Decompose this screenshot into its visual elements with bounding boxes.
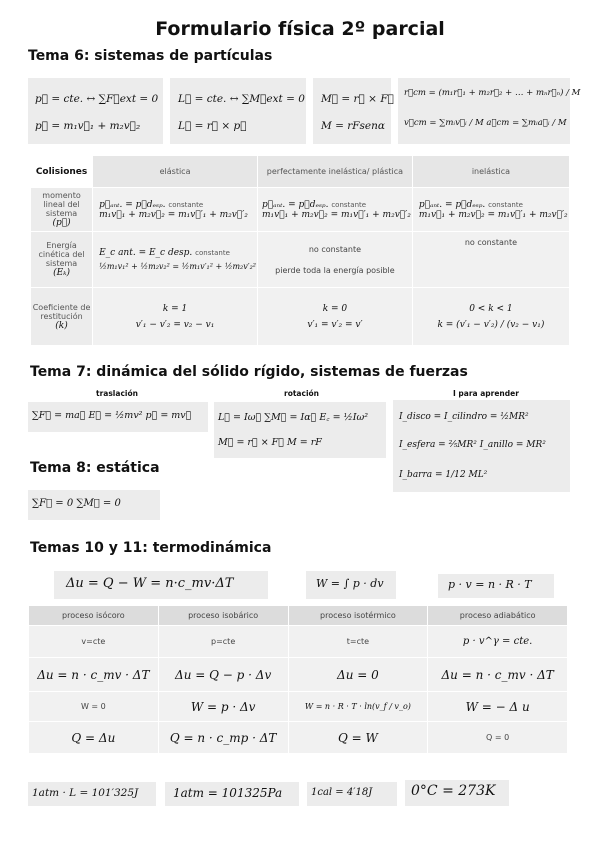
table-row: [31, 188, 570, 232]
table-cell: W = p · Δv: [158, 692, 288, 722]
unit-atm-litre: 1atm · L = 101′325J: [32, 787, 139, 799]
table-row: [29, 722, 568, 754]
table-cell: W = − Δ u: [428, 692, 568, 722]
unit-celsius: 0°C = 273K: [411, 783, 496, 799]
first-law-box: [54, 571, 268, 599]
collisions-header-row: [31, 156, 570, 188]
estatica-eq: ∑F⃗ = 0 ∑M⃗ = 0: [32, 498, 121, 509]
plastic-header: perfectamente inelástica/ plástica: [258, 156, 413, 188]
inercia-box: [393, 400, 570, 492]
inelastic-restitution-cell: 0 < k < 1 k = (v′₁ − v′₂) / (v₂ − v₁): [412, 288, 569, 346]
rotacion-label: rotación: [284, 389, 320, 398]
torque-box: [313, 78, 394, 144]
table-row: [29, 626, 568, 658]
elastic-energy-cell: E_c ant. = E_c desp. constante ½m₁v₁² + ½m₂v₂² = ½m₁v′₁² + ½m₂v′₂²: [93, 232, 258, 288]
isocoro-header: proceso isócoro: [29, 606, 159, 626]
inercia-label: I para aprender: [453, 389, 519, 398]
table-cell: W = 0: [29, 692, 159, 722]
collisions-header: Colisiones: [31, 156, 93, 188]
ideal-gas-box: [438, 574, 554, 598]
thermo-table: [28, 605, 568, 754]
angular-eq-2: L⃗ = r⃗ × p⃗: [178, 120, 247, 132]
table-cell: p=cte: [158, 626, 288, 658]
table-cell: Q = 0: [428, 722, 568, 754]
angular-momentum-box: [170, 78, 306, 144]
tema6-heading: Tema 6: sistemas de partículas: [28, 48, 273, 64]
momentum-eq-2: p⃗ = m₁v⃗₁ + m₂v⃗₂: [35, 120, 141, 132]
isobarico-header: proceso isobárico: [158, 606, 288, 626]
table-row: [29, 658, 568, 692]
thermo-header-row: [29, 606, 568, 626]
momentum-row-label: momento lineal del sistema (p⃗): [31, 188, 93, 232]
unit-atm-pa: 1atm = 101325Pa: [173, 786, 283, 800]
table-row: [31, 288, 570, 346]
inelastic-momentum-cell: p⃗ₐₙₜ. = p⃗dₑₛₚ. constante m₁v⃗₁ + m₂v⃗₂ = m₁v⃗′₁ + m₂v⃗′₂: [412, 188, 569, 232]
table-row: [29, 692, 568, 722]
table-row: [31, 232, 570, 288]
unit-box-4: [405, 780, 509, 806]
inelastic-header: inelástica: [412, 156, 569, 188]
table-cell: W = n · R · T · ln(v_f / v_o): [288, 692, 428, 722]
elastic-header: elástica: [93, 156, 258, 188]
estatica-box: [28, 490, 160, 520]
restitution-row-label: Coeficiente de restitución (k): [31, 288, 93, 346]
first-law-eq: Δu = Q − W = n·c_mv·ΔT: [66, 576, 234, 591]
table-cell: Q = Δu: [29, 722, 159, 754]
table-cell: p · v^γ = cte.: [428, 626, 568, 658]
plastic-energy-cell: no constante pierde toda la energía posible: [258, 232, 413, 288]
tema8-heading: Tema 8: estática: [30, 460, 160, 476]
table-cell: Q = W: [288, 722, 428, 754]
tema10-heading: Temas 10 y 11: termodinámica: [30, 540, 272, 556]
table-cell: v=cte: [29, 626, 159, 658]
momentum-eq-1: p⃗ = cte. ↔ ∑F⃗ext = 0: [35, 93, 159, 105]
isotermico-header: proceso isotérmico: [288, 606, 428, 626]
elastic-momentum-cell: p⃗ₐₙₜ. = p⃗dₑₛₚ. constante m₁v⃗₁ + m₂v⃗₂ = m₁v⃗′₁ + m₂v⃗′₂: [93, 188, 258, 232]
unit-box-2: [165, 782, 299, 806]
momentum-box: [28, 78, 163, 144]
elastic-restitution-cell: k = 1 v′₁ − v′₂ = v₂ − v₁: [93, 288, 258, 346]
energy-row-label: Energía cinética del sistema (Eₖ): [31, 232, 93, 288]
traslacion-box: [28, 402, 208, 432]
collisions-table: [30, 155, 570, 346]
rotacion-eq-2: M⃗ = r⃗ × F⃗ M = rF: [218, 437, 322, 448]
torque-eq-2: M = rFsenα: [321, 120, 385, 132]
table-cell: Δu = n · c_mv · ΔT: [29, 658, 159, 692]
table-cell: t=cte: [288, 626, 428, 658]
adiabatico-header: proceso adiabático: [428, 606, 568, 626]
inercia-esfera: I_esfera = ⅖MR² I_anillo = MR²: [399, 440, 546, 450]
inelastic-energy-cell: no constante: [412, 232, 569, 288]
page-title: Formulario física 2º parcial: [155, 18, 445, 40]
work-integral-box: [306, 571, 396, 599]
table-cell: Δu = n · c_mv · ΔT: [428, 658, 568, 692]
rotacion-box: [214, 402, 386, 458]
unit-box-3: [307, 782, 397, 806]
plastic-momentum-cell: p⃗ₐₙₜ. = p⃗dₑₛₚ. constante m₁v⃗₁ + m₂v⃗₂ = m₁v⃗′₁ + m₂v⃗′₂: [258, 188, 413, 232]
unit-box-1: [28, 782, 156, 806]
traslacion-label: traslación: [96, 389, 138, 398]
work-integral-eq: W = ∫ p · dv: [316, 577, 384, 590]
center-of-mass-box: [398, 78, 581, 144]
cm-position-eq: r⃗cm = (m₁r⃗₁ + m₂r⃗₂ + … + mₙr⃗ₙ) / M: [404, 88, 581, 98]
traslacion-eq: ∑F⃗ = ma⃗ E꜀ = ½mv² p⃗ = mv⃗: [32, 410, 192, 421]
table-cell: Δu = Q − p · Δv: [158, 658, 288, 692]
ideal-gas-eq: p · v = n · R · T: [448, 578, 532, 591]
torque-eq-1: M⃗ = r⃗ × F⃗: [321, 93, 394, 105]
inercia-barra: I_barra = 1/12 ML²: [399, 470, 488, 480]
table-cell: Δu = 0: [288, 658, 428, 692]
inercia-disco: I_disco = I_cilindro = ½MR²: [399, 412, 529, 422]
angular-eq-1: L⃗ = cte. ↔ ∑M⃗ext = 0: [178, 93, 305, 105]
plastic-restitution-cell: k = 0 v′₁ = v′₂ = v′: [258, 288, 413, 346]
tema7-heading: Tema 7: dinámica del sólido rígido, sistemas de fuerzas: [30, 364, 468, 380]
table-cell: Q = n · c_mp · ΔT: [158, 722, 288, 754]
cm-velocity-eq: v⃗cm = ∑mᵢv⃗ᵢ / M a⃗cm = ∑mᵢa⃗ᵢ / M: [404, 118, 567, 128]
unit-cal: 1cal = 4′18J: [311, 787, 373, 798]
rotacion-eq-1: L⃗ = Iω⃗ ∑M⃗ = Iα⃗ E꜀ = ½Iω²: [218, 412, 369, 423]
